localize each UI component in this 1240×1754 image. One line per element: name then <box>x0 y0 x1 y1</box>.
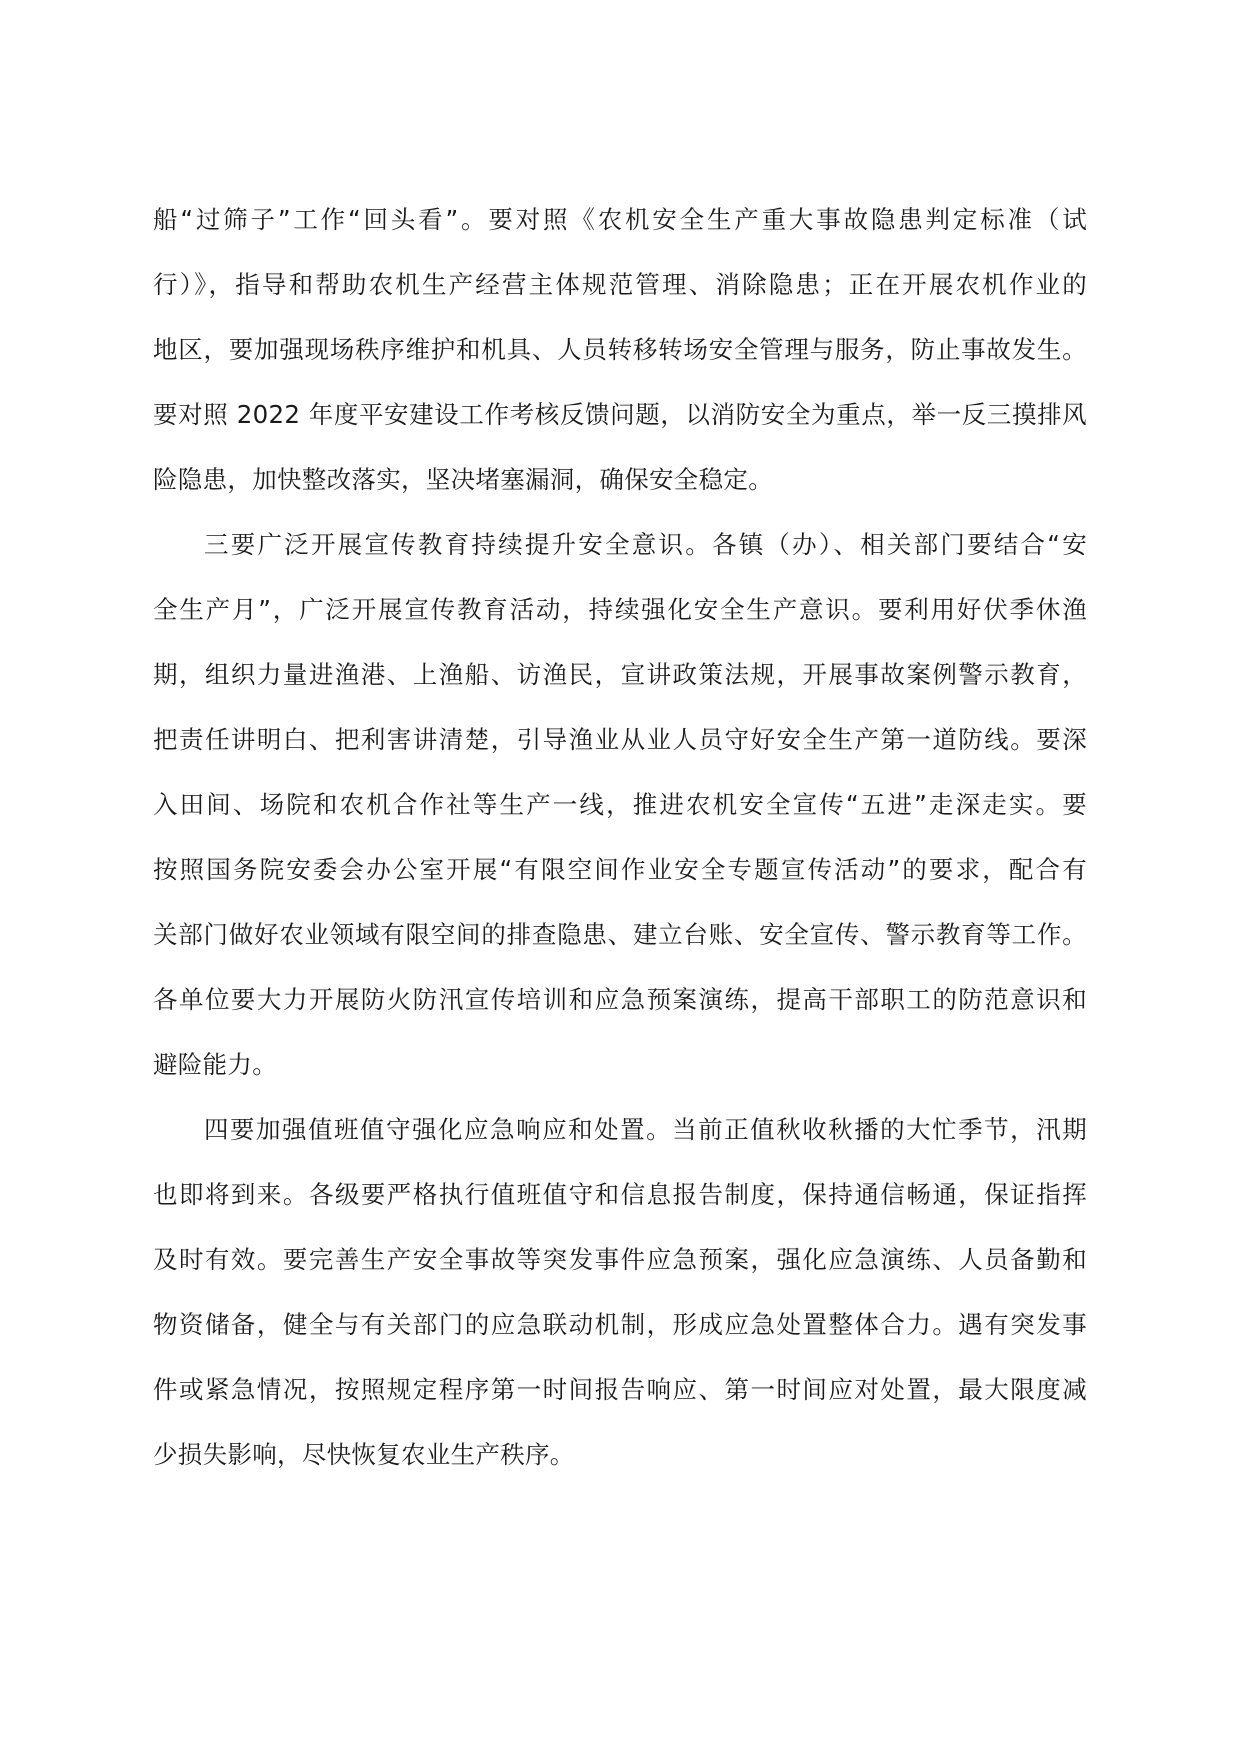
text-line: 物资储备，健全与有关部门的应急联动机制，形成应急处置整体合力。遇有突发事 <box>153 1310 1087 1339</box>
text-line: 三要广泛开展宣传教育持续提升安全意识。各镇（办）、相关部门要结合“安 <box>204 530 1087 559</box>
text-line: 避险能力。 <box>153 1050 277 1079</box>
text-line: 要对照 2022 年度平安建设工作考核反馈问题，以消防安全为重点，举一反三摸排风 <box>153 400 1087 429</box>
body-text <box>153 187 1087 1487</box>
text-line: 险隐患，加快整改落实，坚决堵塞漏洞，确保安全稳定。 <box>153 465 773 494</box>
text-line: 四要加强值班值守强化应急响应和处置。当前正值秋收秋播的大忙季节，汛期 <box>204 1115 1087 1144</box>
text-line: 地区，要加强现场秩序维护和机具、人员转移转场安全管理与服务，防止事故发生。 <box>153 335 1087 364</box>
text-line: 入田间、场院和农机合作社等生产一线，推进农机安全宣传“五进”走深走实。要 <box>153 790 1087 819</box>
text-line: 按照国务院安委会办公室开展“有限空间作业安全专题宣传活动”的要求，配合有 <box>153 855 1087 884</box>
text-line: 期，组织力量进渔港、上渔船、访渔民，宣讲政策法规，开展事故案例警示教育， <box>153 660 1087 689</box>
text-line: 把责任讲明白、把利害讲清楚，引导渔业从业人员守好安全生产第一道防线。要深 <box>153 725 1087 754</box>
text-line: 关部门做好农业领域有限空间的排查隐患、建立台账、安全宣传、警示教育等工作。 <box>153 920 1087 949</box>
text-line: 少损失影响，尽快恢复农业生产秩序。 <box>153 1440 575 1469</box>
text-line: 各单位要大力开展防火防汛宣传培训和应急预案演练，提高干部职工的防范意识和 <box>153 985 1087 1014</box>
text-line: 船“过筛子”工作“回头看”。要对照《农机安全生产重大事故隐患判定标准（试 <box>153 205 1087 234</box>
text-line: 也即将到来。各级要严格执行值班值守和信息报告制度，保持通信畅通，保证指挥 <box>153 1180 1087 1209</box>
text-line: 件或紧急情况，按照规定程序第一时间报告响应、第一时间应对处置，最大限度减 <box>153 1375 1087 1404</box>
text-line: 及时有效。要完善生产安全事故等突发事件应急预案，强化应急演练、人员备勤和 <box>153 1245 1087 1274</box>
text-line: 行）》，指导和帮助农机生产经营主体规范管理、消除隐患；正在开展农机作业的 <box>153 270 1087 299</box>
text-line: 全生产月”，广泛开展宣传教育活动，持续强化安全生产意识。要利用好伏季休渔 <box>153 595 1087 624</box>
